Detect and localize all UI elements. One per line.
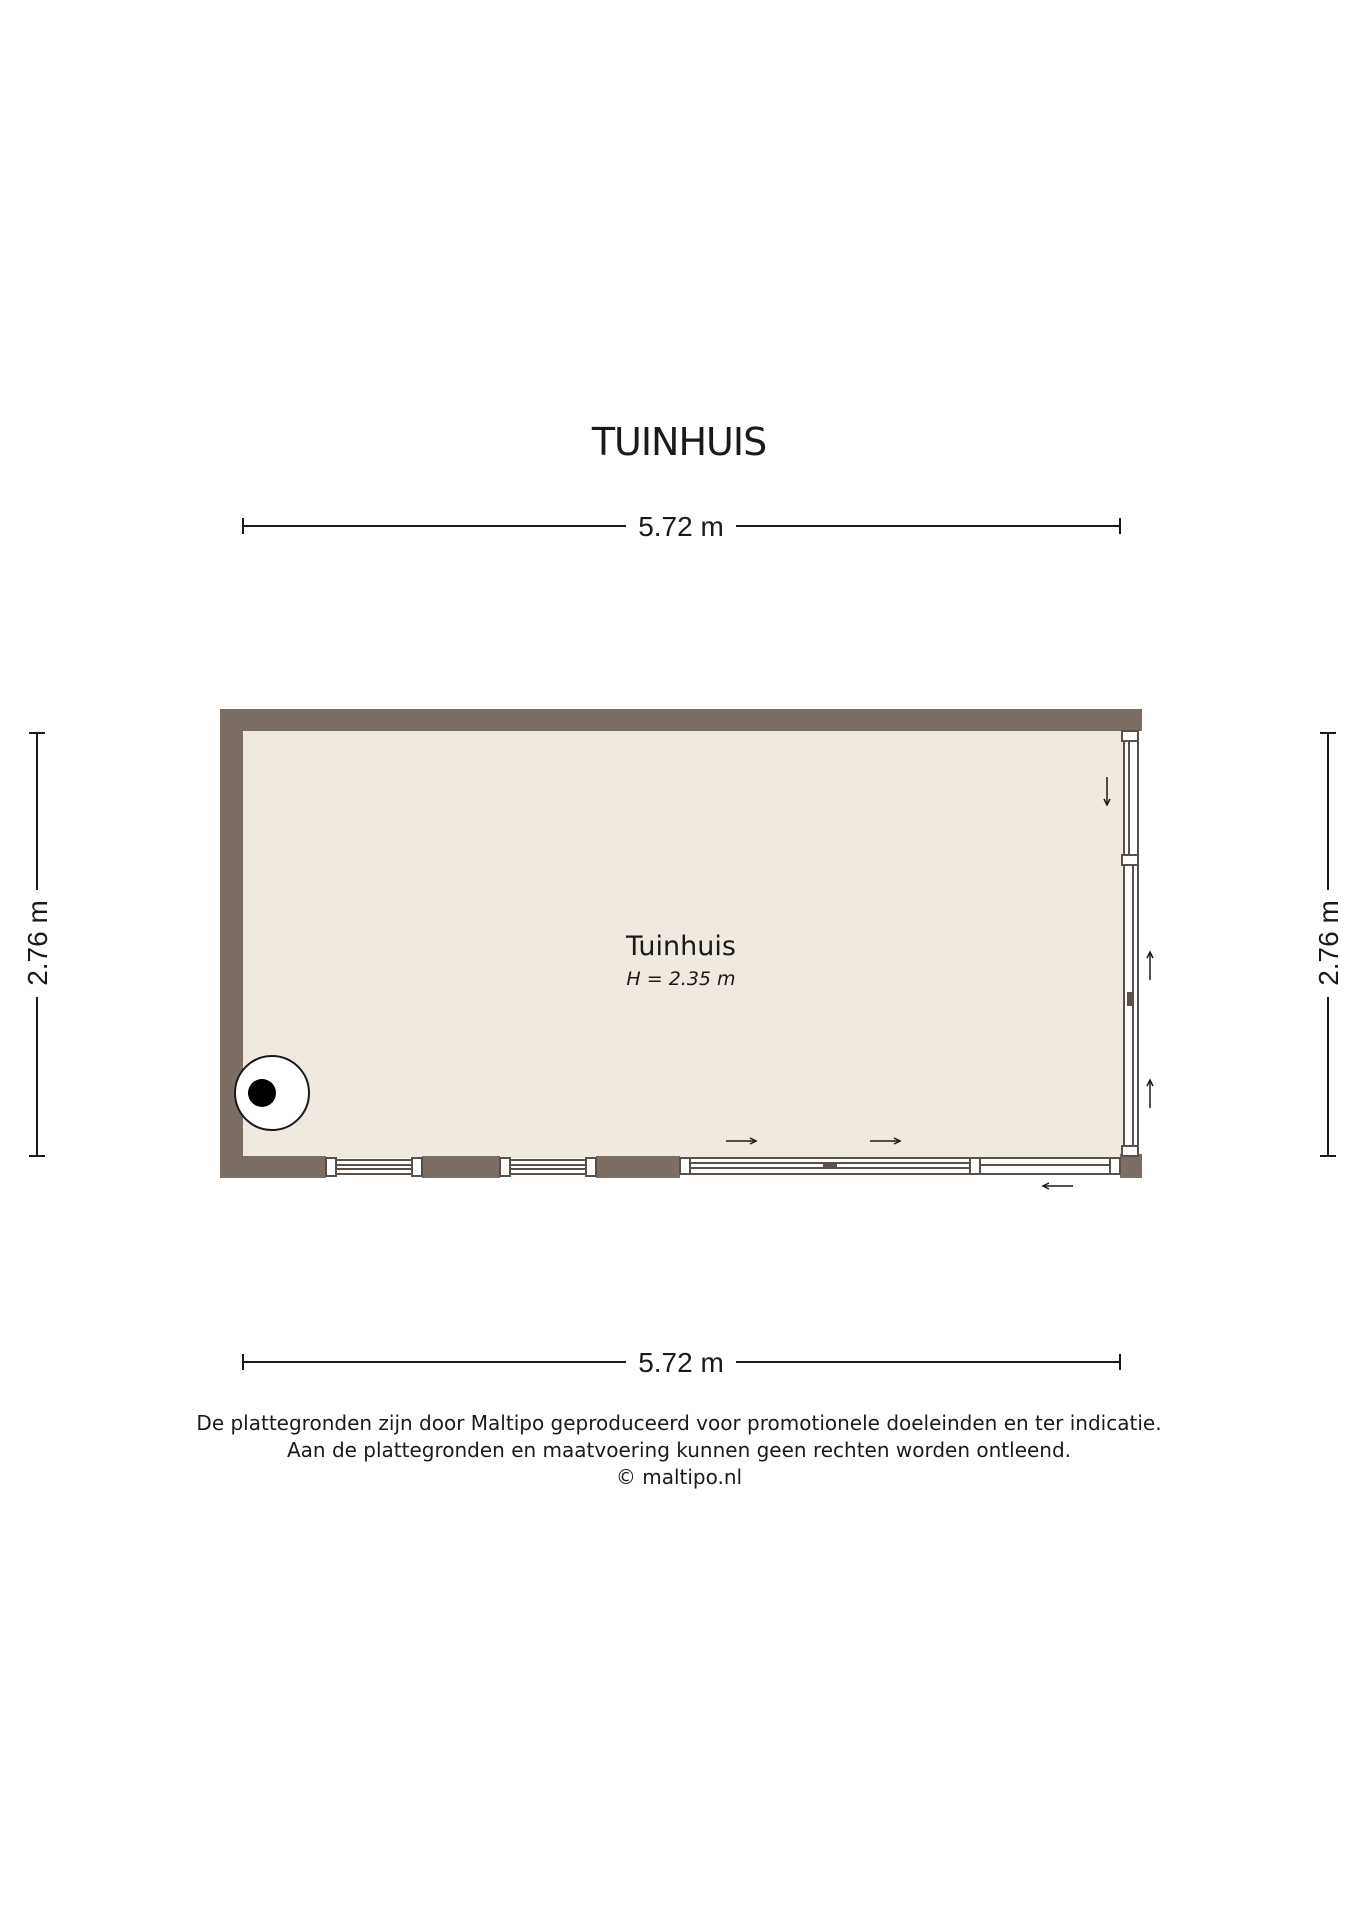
right-sliding-door [1122,731,1138,1156]
stove-icon [235,1056,309,1130]
disclaimer-line-3: © maltipo.nl [615,1465,743,1489]
bottom-window-1 [326,1158,422,1176]
disclaimer-line-2: Aan de plattegronden en maatvoering kunnen geen rechten worden ontleend. [286,1438,1072,1462]
dimension-left-label: 2.76 m [22,900,53,986]
dimension-top-label: 5.72 m [638,511,724,542]
page-title: TUINHUIS [591,420,767,464]
bottom-window-2 [500,1158,596,1176]
bottom-sliding-door [680,1158,1120,1174]
dimension-bottom-label: 5.72 m [638,1347,724,1378]
room-height: H = 2.35 m [626,968,736,990]
dimension-right-label: 2.76 m [1313,900,1344,986]
disclaimer-line-1: De plattegronden zijn door Maltipo geproduceerd voor promotionele doeleinden en ter indicatie. [196,1411,1162,1435]
disclaimer [0,1410,1358,1491]
room-name: Tuinhuis [626,931,736,962]
